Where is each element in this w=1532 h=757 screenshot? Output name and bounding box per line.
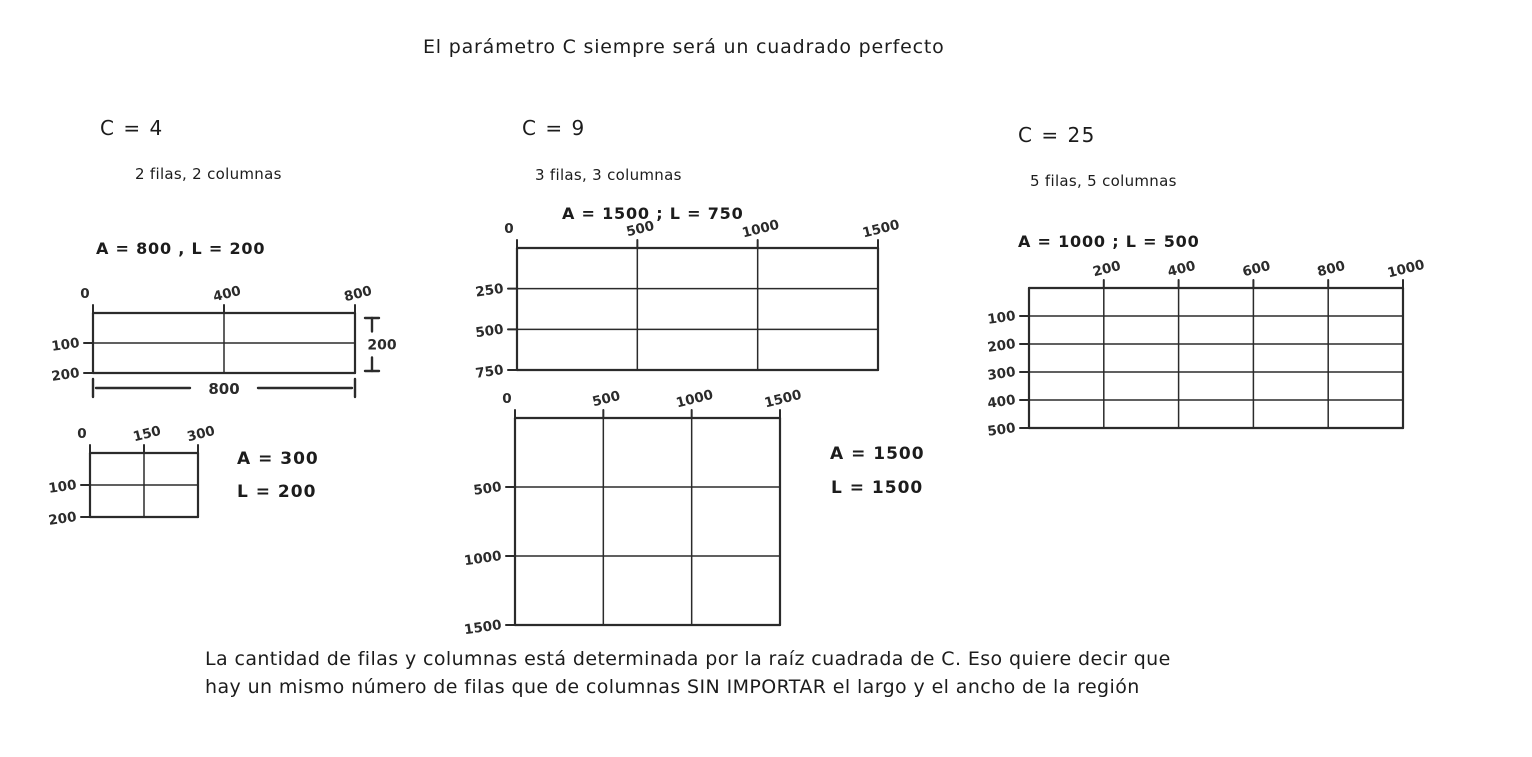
section-c4-params2-largo: L = 200	[237, 482, 317, 502]
y-tick-label: 500	[986, 420, 1017, 440]
y-tick-label: 200	[986, 336, 1017, 356]
right-measure-label: 200	[367, 337, 397, 354]
x-tick-label: 1000	[1385, 256, 1427, 282]
x-tick-label: 0	[504, 221, 514, 237]
x-tick-label: 0	[502, 391, 512, 407]
x-tick-label: 0	[80, 286, 90, 302]
grid-sketch-c25-main	[959, 240, 1468, 488]
section-c4-subheading: 2 filas, 2 columnas	[135, 165, 282, 183]
grid-sketch-c9-bottom	[445, 370, 845, 685]
x-tick-label: 1000	[674, 386, 715, 412]
footer-note-line1: La cantidad de filas y columnas está determinada por la raíz cuadrada de C. Eso quiere decir que	[205, 648, 1171, 670]
y-tick-label: 1000	[463, 548, 503, 570]
x-tick-label: 500	[590, 387, 622, 411]
x-tick-label: 400	[211, 282, 243, 306]
x-tick-label: 800	[342, 282, 374, 306]
y-tick-label: 100	[47, 477, 78, 497]
y-tick-label: 100	[50, 335, 81, 355]
x-tick-label: 800	[1315, 257, 1347, 281]
y-tick-label: 200	[47, 509, 78, 529]
y-tick-label: 500	[474, 321, 505, 342]
x-tick-label: 1500	[762, 386, 804, 412]
x-tick-label: 500	[624, 217, 656, 241]
bottom-measure-label: 800	[208, 380, 240, 398]
section-c4-params2-ancho: A = 300	[237, 449, 319, 469]
y-tick-label: 750	[474, 362, 505, 382]
section-c9-params: A = 1500 ; L = 750	[562, 204, 744, 223]
x-tick-label: 400	[1166, 257, 1198, 281]
y-tick-label: 200	[50, 365, 81, 385]
section-c9-heading: C = 9	[522, 116, 586, 140]
section-c25-subheading: 5 filas, 5 columnas	[1030, 172, 1177, 190]
x-tick-label: 1000	[740, 216, 781, 242]
x-tick-label: 300	[185, 422, 217, 446]
x-tick-label: 150	[131, 422, 163, 446]
footer-note-line2: hay un mismo número de filas que de columnas SIN IMPORTAR el largo y el ancho de la región	[205, 676, 1140, 698]
section-c4-heading: C = 4	[100, 116, 164, 140]
page-title: El parámetro C siempre será un cuadrado perfecto	[423, 36, 945, 58]
section-c25-params: A = 1000 ; L = 500	[1018, 232, 1200, 251]
section-c9-subheading: 3 filas, 3 columnas	[535, 166, 682, 184]
y-tick-label: 1500	[463, 617, 503, 639]
section-c9-params2-largo: L = 1500	[831, 478, 924, 498]
y-tick-label: 250	[474, 280, 505, 301]
section-c4-params: A = 800 , L = 200	[96, 239, 266, 258]
grid-sketch-c4-small	[20, 405, 263, 577]
section-c9-params2-ancho: A = 1500	[830, 444, 925, 464]
y-tick-label: 100	[986, 308, 1017, 328]
y-tick-label: 400	[986, 392, 1017, 412]
x-tick-label: 600	[1240, 257, 1273, 281]
x-tick-label: 1500	[860, 216, 902, 242]
y-tick-label: 500	[472, 479, 503, 499]
y-tick-label: 300	[986, 364, 1017, 384]
section-c25-heading: C = 25	[1018, 123, 1096, 147]
x-tick-label: 0	[77, 426, 87, 442]
x-tick-label: 200	[1091, 257, 1123, 281]
